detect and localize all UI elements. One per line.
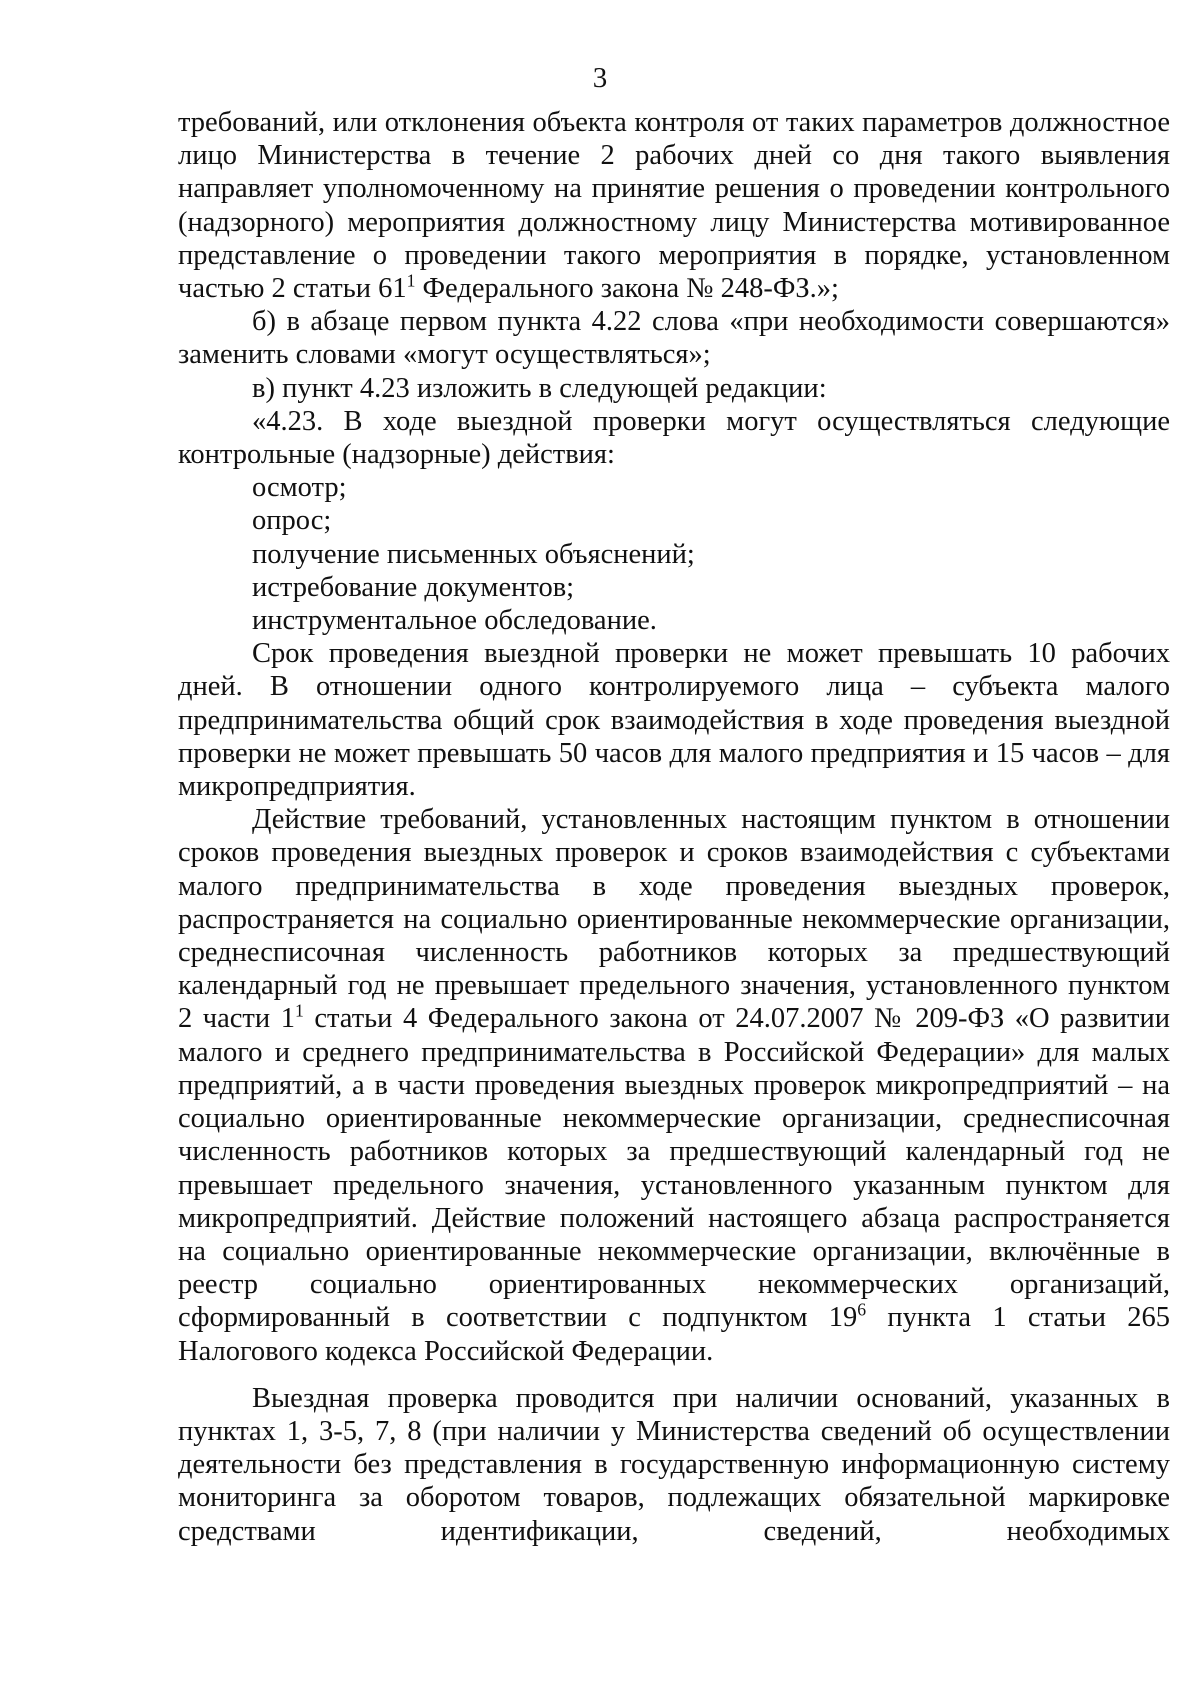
text-run: б) в абзаце первом пункта 4.22 слова «при необходимости совершаются» заменить словами «могут осуществляться»; [178,306,1170,371]
text-run: истребование документов; [252,571,575,603]
text-run: Срок проведения выездной проверки не может превышать 10 рабочих дней. В отношении одного контролируемого лица – субъекта малого предпринимательства общий срок взаимодействия в ходе проведения выездной проверки не может превышать 50 часов для малого предприятия и 15 часов – для микропредприятия. [178,638,1170,803]
paragraph [178,106,1170,305]
document-body [178,106,1170,1548]
paragraph [178,405,1170,471]
superscript-index: 6 [857,1299,867,1320]
list-item [178,604,1170,637]
text-run: требований, или отклонения объекта контроля от таких параметров должностное лицо Министерства в течение 2 рабочих дней со дня такого выявления направляет уполномоченному на принятие решения о проведении контрольного (надзорного) мероприятия должностному лицу Министерства мотивированное представление о проведении такого мероприятия в порядке, установленном частью 2 статьи 61 [178,107,1170,305]
superscript-index: 1 [406,270,416,291]
text-run: Выездная проверка проводится при наличии оснований, указанных в пунктах 1, 3-5, 7, 8 (при наличии у Министерства сведений об осуществлении деятельности без представления в государственную информационную систему мониторинга за оборотом товаров, подлежащих обязательной маркировке средствами идентификации, сведений, необходимых [178,1382,1170,1547]
text-run: опрос; [252,505,332,537]
paragraph [178,305,1170,371]
list-item [178,538,1170,571]
text-run: инструментальное обследование. [252,605,657,637]
text-run: получение письменных объяснений; [252,538,695,570]
page-number: 3 [592,62,608,94]
text-run: Действие требований, установленных настоящим пунктом в отношении сроков проведения выездных проверок и сроков взаимодействия с субъектами малого предпринимательства в ходе проведения выездных проверок, распространяется на социально ориентированные некоммерческие организации, среднесписочная численность работников которых за предшествующий календарный год не превышает предельного значения, установленного пунктом 2 части 1 [178,804,1170,1035]
text-run: Федерального закона № 248-ФЗ.»; [415,273,839,305]
paragraph [178,803,1170,1367]
text-run: осмотр; [252,472,347,504]
paragraph [178,1382,1170,1548]
paragraph [178,637,1170,803]
list-item [178,504,1170,537]
text-run: пункта 1 статьи 265 Налогового кодекса Российской Федерации. [178,1302,1171,1367]
list-item [178,471,1170,504]
text-run: «4.23. В ходе выездной проверки могут осуществляться следующие контрольные (надзорные) действия: [178,405,1170,471]
text-run: статьи 4 Федерального закона от 24.07.2007 № 209-ФЗ «О развитии малого и среднего предпринимательства в Российской Федерации» для малых предприятий, а в части проведения выездных проверок микропредприятий – на социально ориентированные некоммерческие организации, среднесписочная численность работников которых за предшествующий календарный год не превышает предельного значения, установленного указанным пунктом для микропредприятий. Действие положений настоящего абзаца распространяется на социально ориентированные некоммерческие организации, включённые в реестр социально ориентированных некоммерческих организаций, сформированный в соответствии с подпунктом 19 [178,1003,1170,1334]
text-run: в) пункт 4.23 изложить в следующей редакции: [252,372,827,404]
list-item [178,571,1170,604]
paragraph [178,372,1170,405]
superscript-index: 1 [294,1000,304,1021]
